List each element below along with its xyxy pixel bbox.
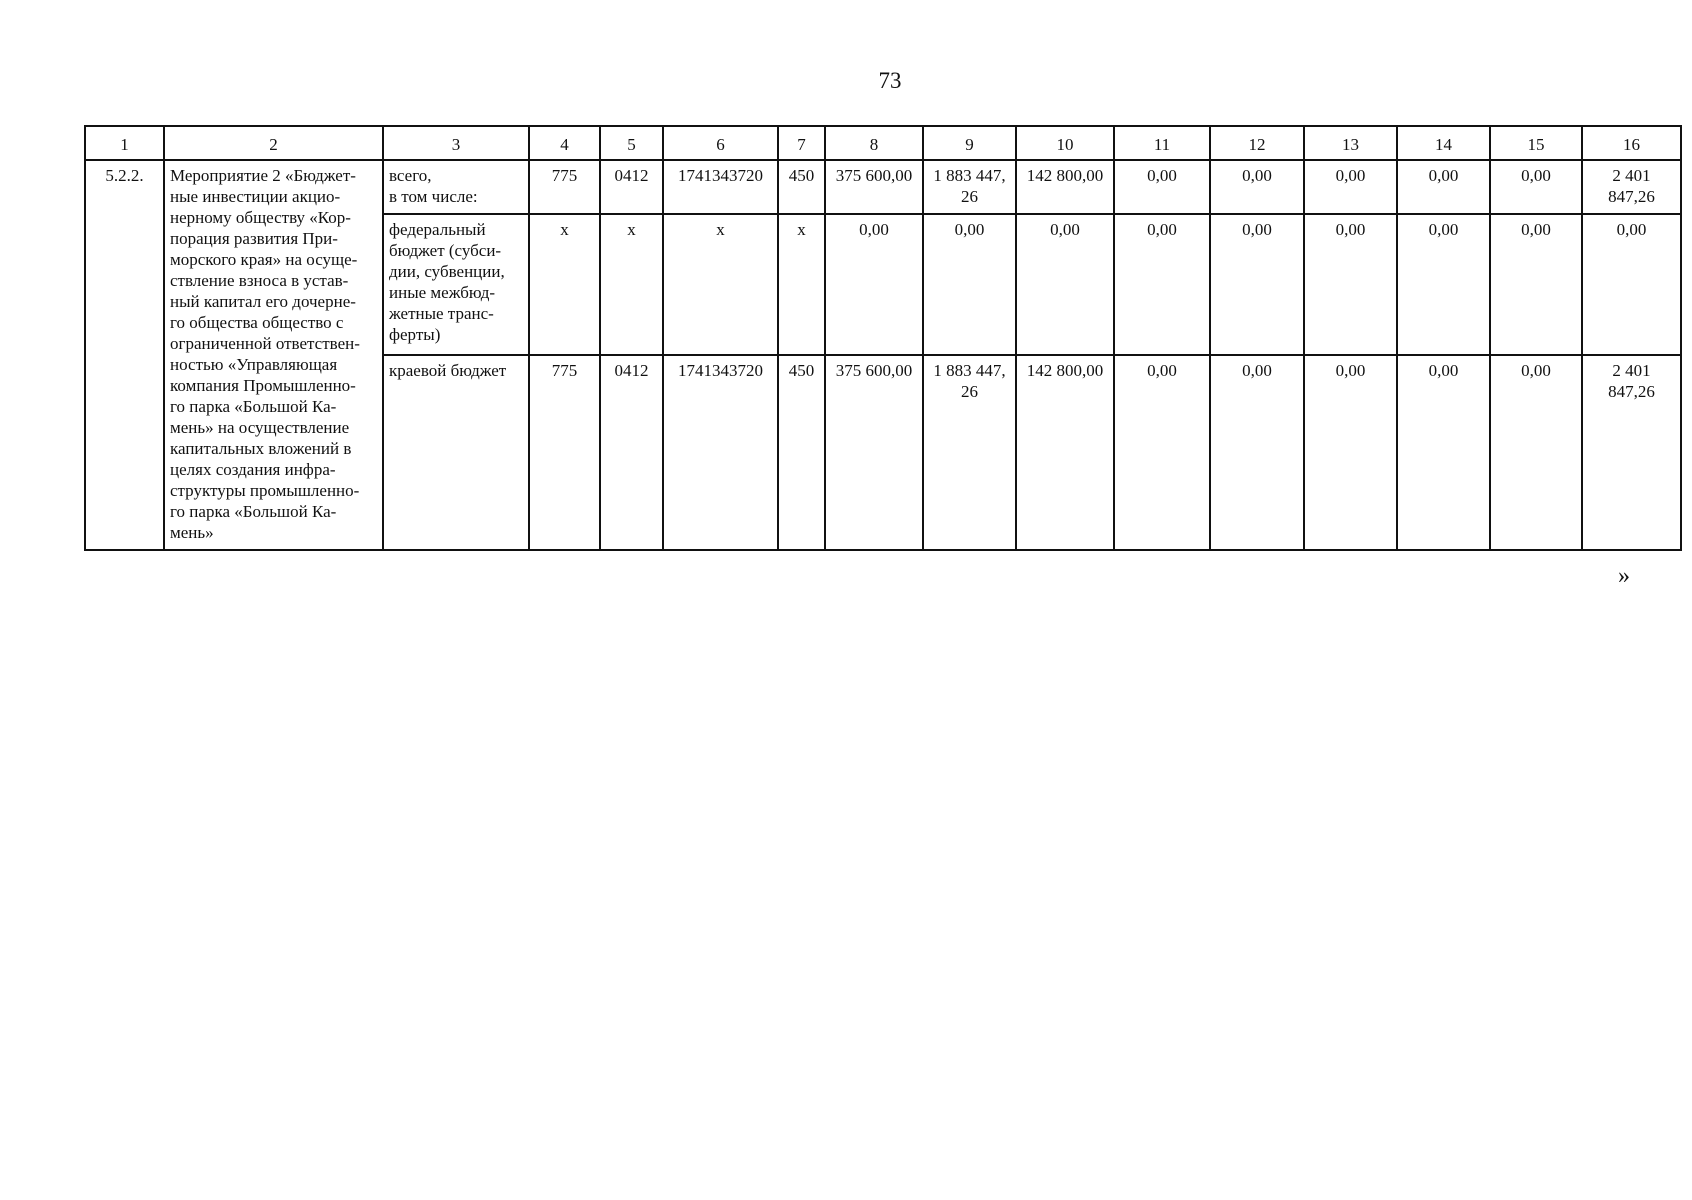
column-header: 7 xyxy=(778,126,825,160)
funding-source: всего, в том числе: xyxy=(383,160,529,214)
table-cell: 375 600,00 xyxy=(825,160,923,214)
table-cell: 0,00 xyxy=(1114,160,1210,214)
table-cell: 0412 xyxy=(600,160,663,214)
funding-source: краевой бюджет xyxy=(383,355,529,550)
table-cell: 0,00 xyxy=(1210,160,1304,214)
table-cell: x xyxy=(663,214,778,355)
column-header: 2 xyxy=(164,126,383,160)
table-cell: 775 xyxy=(529,355,600,550)
item-number: 5.2.2. xyxy=(85,160,164,550)
column-header: 6 xyxy=(663,126,778,160)
table-row-total xyxy=(85,160,1681,214)
table-cell: 0,00 xyxy=(1490,355,1582,550)
column-header: 1 xyxy=(85,126,164,160)
table-cell: 0,00 xyxy=(825,214,923,355)
table-cell: 375 600,00 xyxy=(825,355,923,550)
column-header: 13 xyxy=(1304,126,1397,160)
item-description: Мероприятие 2 «Бюджет- ные инвестиции акцио- нерному обществу «Кор- порация развития При- морского края» на осуще- ствление взноса в устав- ный капитал его дочерне- го общества общество с ограниченной ответствен- ностью «Управляющая компания Промышленно- го парка «Большой Ка- мень» на осуществление капитальных вложений в целях создания инфра- структуры промышленно- го парка «Большой Ка- мень» xyxy=(164,160,383,550)
table-cell: 142 800,00 xyxy=(1016,160,1114,214)
column-header: 16 xyxy=(1582,126,1681,160)
table-cell: x xyxy=(600,214,663,355)
column-header: 5 xyxy=(600,126,663,160)
table-cell: 0,00 xyxy=(1304,355,1397,550)
column-header: 14 xyxy=(1397,126,1490,160)
column-header: 15 xyxy=(1490,126,1582,160)
table-cell: 0,00 xyxy=(1397,214,1490,355)
column-header: 12 xyxy=(1210,126,1304,160)
column-header: 3 xyxy=(383,126,529,160)
table-cell: 1 883 447, 26 xyxy=(923,355,1016,550)
column-header: 10 xyxy=(1016,126,1114,160)
table-cell: 0,00 xyxy=(1582,214,1681,355)
table-cell: 450 xyxy=(778,160,825,214)
column-header: 4 xyxy=(529,126,600,160)
column-header: 11 xyxy=(1114,126,1210,160)
table-cell: 0,00 xyxy=(1114,355,1210,550)
page-number: 73 xyxy=(878,68,902,93)
table-cell: 0412 xyxy=(600,355,663,550)
table-cell: 0,00 xyxy=(1210,214,1304,355)
table-cell: 0,00 xyxy=(1210,355,1304,550)
table-cell: 1 883 447, 26 xyxy=(923,160,1016,214)
table-cell: 0,00 xyxy=(1114,214,1210,355)
column-header: 8 xyxy=(825,126,923,160)
table-cell: 2 401 847,26 xyxy=(1582,160,1681,214)
table-cell: 0,00 xyxy=(923,214,1016,355)
closing-quote-mark: » xyxy=(1618,563,1630,589)
table-cell: 0,00 xyxy=(1304,160,1397,214)
budget-table xyxy=(84,125,1682,551)
column-number-row xyxy=(85,126,1681,160)
table-cell: 775 xyxy=(529,160,600,214)
table-cell: 0,00 xyxy=(1397,355,1490,550)
table-cell: 1741343720 xyxy=(663,160,778,214)
table-cell: x xyxy=(529,214,600,355)
table-cell: 0,00 xyxy=(1397,160,1490,214)
table-cell: 142 800,00 xyxy=(1016,355,1114,550)
table-cell: 0,00 xyxy=(1304,214,1397,355)
table-cell: 0,00 xyxy=(1490,160,1582,214)
table-cell: 0,00 xyxy=(1016,214,1114,355)
table-cell: 450 xyxy=(778,355,825,550)
table-cell: 0,00 xyxy=(1490,214,1582,355)
table-cell: 1741343720 xyxy=(663,355,778,550)
column-header: 9 xyxy=(923,126,1016,160)
funding-source: федеральный бюджет (субси- дии, субвенции, иные межбюд- жетные транс- ферты) xyxy=(383,214,529,355)
table-cell: x xyxy=(778,214,825,355)
table-cell: 2 401 847,26 xyxy=(1582,355,1681,550)
